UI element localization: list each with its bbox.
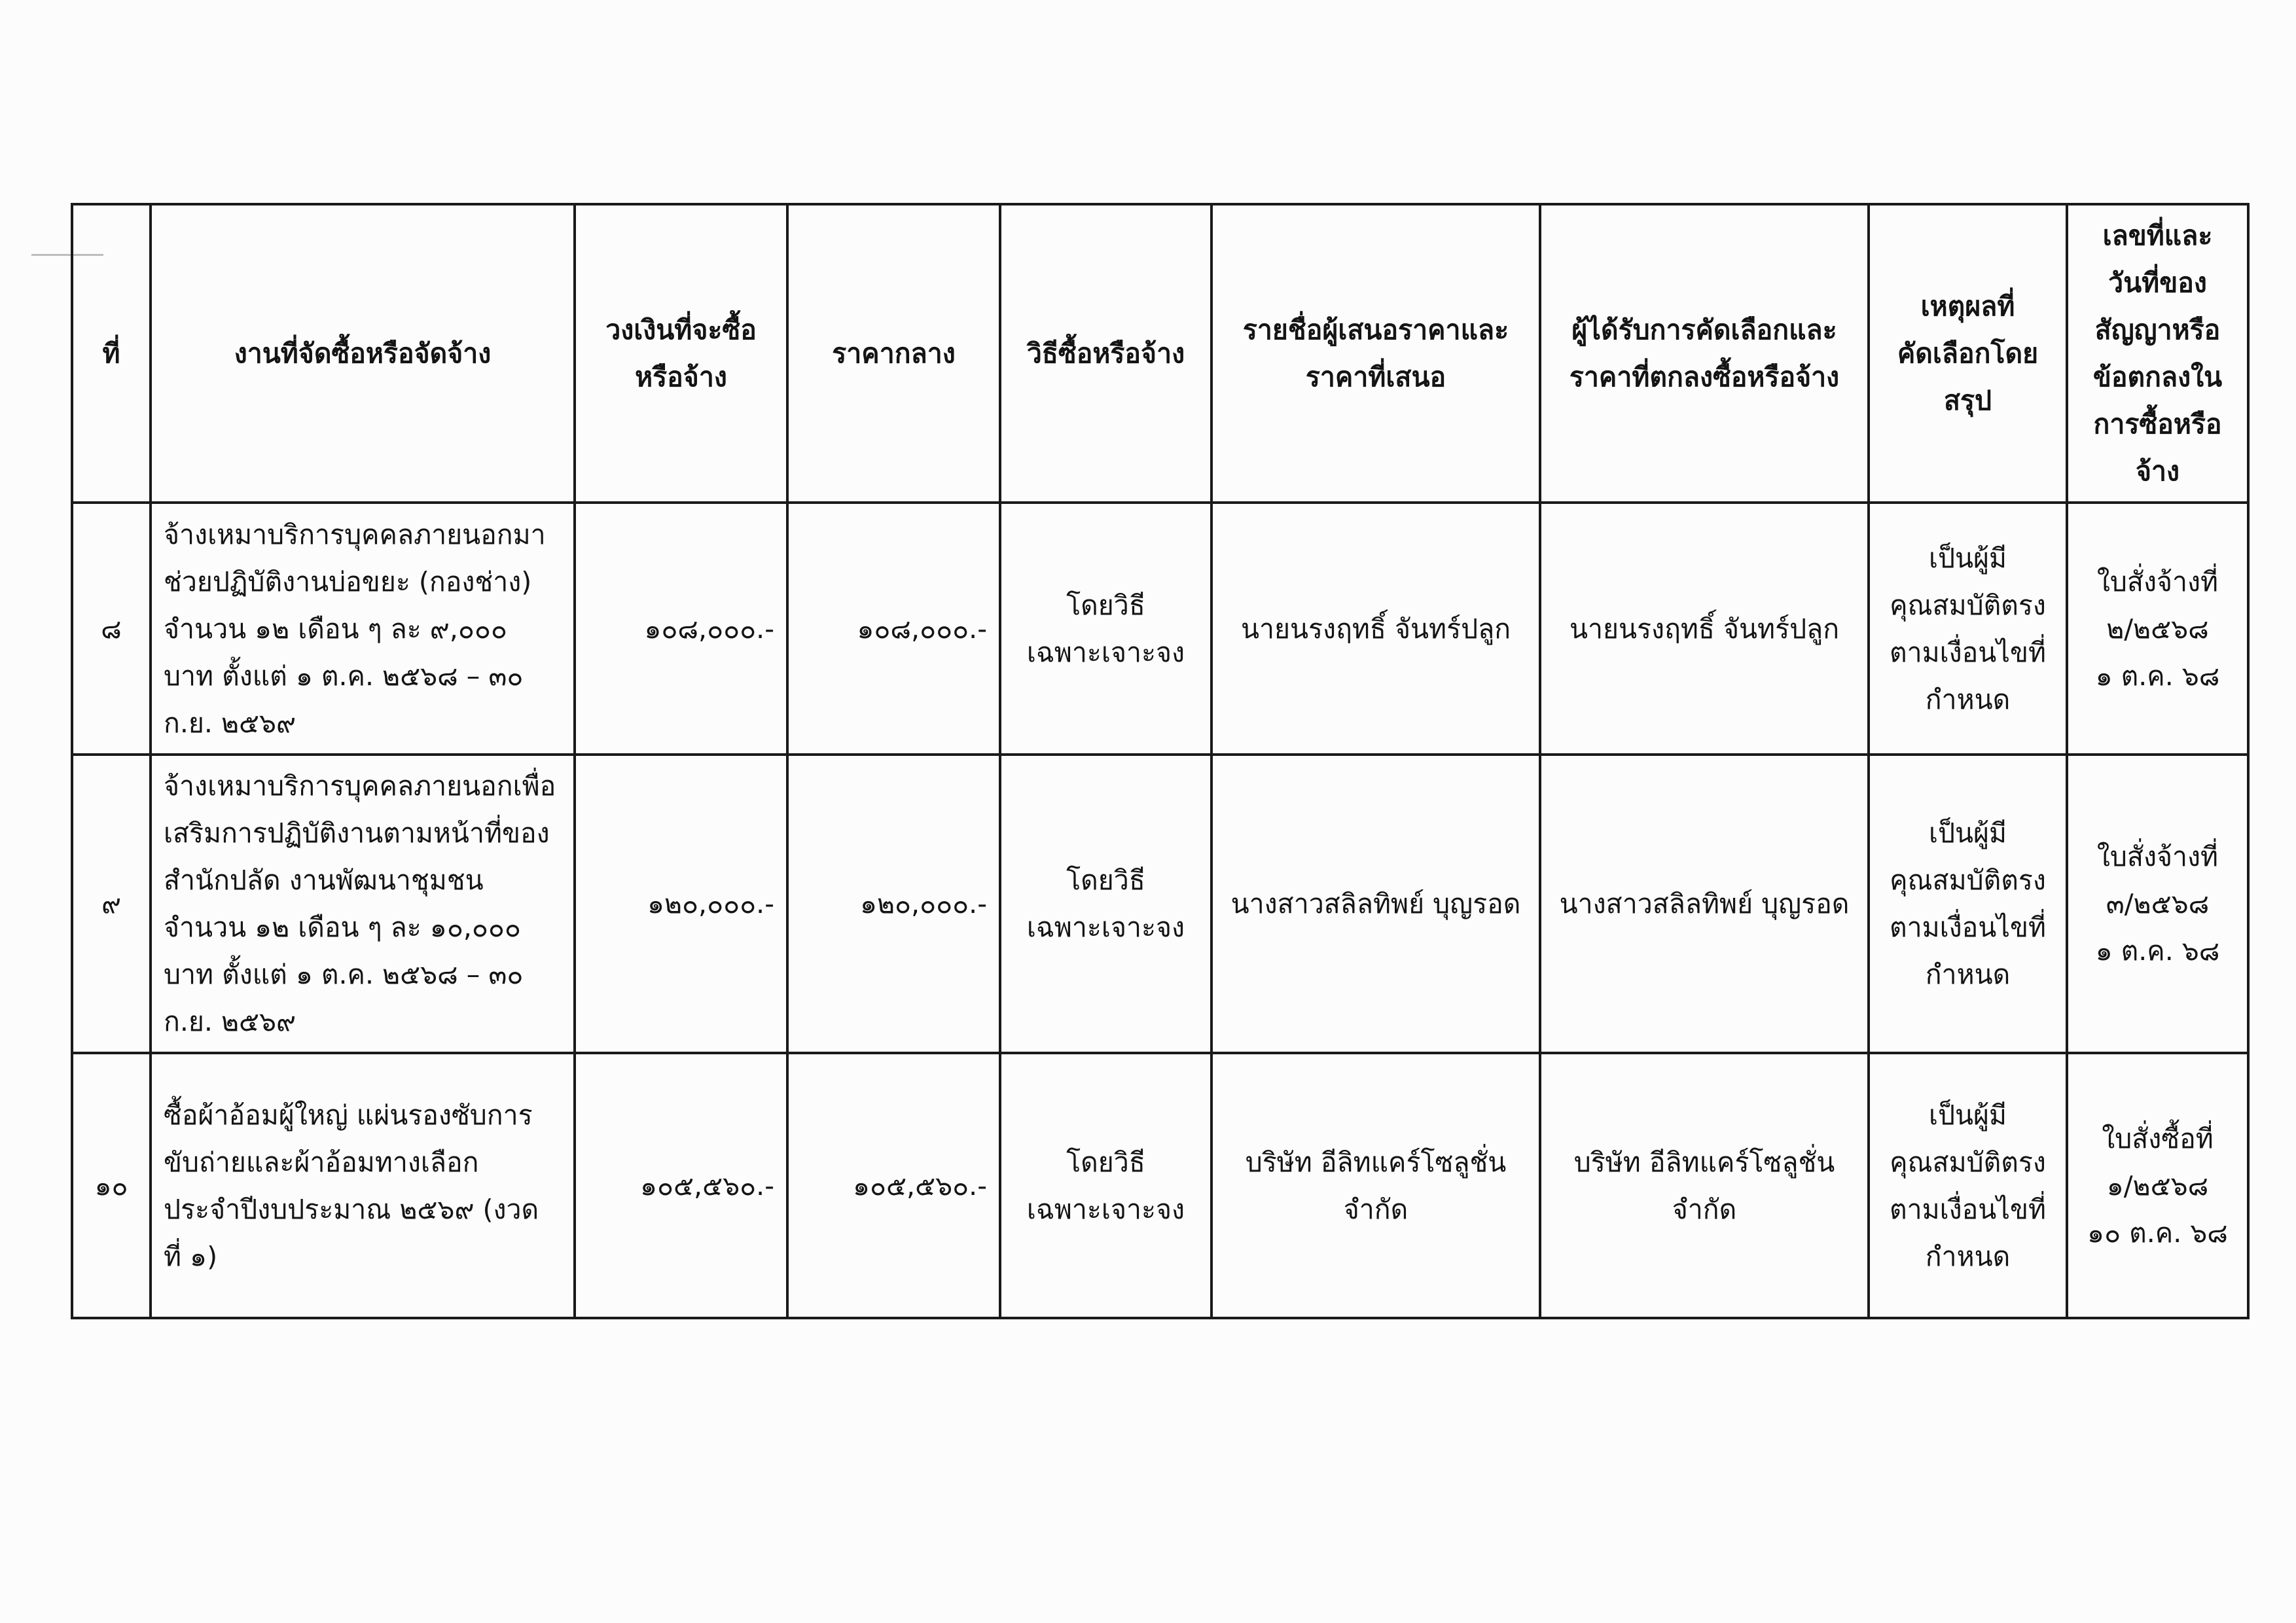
procurement-table	[71, 203, 2250, 1319]
table-row	[72, 755, 2248, 1053]
cell-reason: เป็นผู้มี คุณสมบัติตรง ตามเงื่อนไขที่ กำหนด	[1869, 755, 2067, 1053]
cell-budget: ๑๒๐,๐๐๐.-	[575, 755, 787, 1053]
cell-budget: ๑๐๕,๕๖๐.-	[575, 1053, 787, 1318]
cell-task: จ้างเหมาบริการบุคคลภายนอกเพื่อ เสริมการปฏิบัติงานตามหน้าที่ของ สำนักปลัด งานพัฒนาชุมชน จำนวน ๑๒ เดือน ๆ ละ ๑๐,๐๐๐ บาท ตั้งแต่ ๑ ต.ค. ๒๕๖๘ – ๓๐ ก.ย. ๒๕๖๙	[151, 755, 575, 1053]
header-row	[72, 204, 2248, 503]
cell-no: ๙	[72, 755, 151, 1053]
cell-no: ๑๐	[72, 1053, 151, 1318]
cell-method: โดยวิธี เฉพาะเจาะจง	[1000, 1053, 1211, 1318]
cell-median-price: ๑๒๐,๐๐๐.-	[787, 755, 1000, 1053]
cell-method: โดยวิธี เฉพาะเจาะจง	[1000, 503, 1211, 755]
cell-winner: นางสาวสลิลทิพย์ บุญรอด	[1540, 755, 1869, 1053]
cell-winner: บริษัท อีลิทแคร์โซลูชั่น จำกัด	[1540, 1053, 1869, 1318]
cell-budget: ๑๐๘,๐๐๐.-	[575, 503, 787, 755]
cell-method: โดยวิธี เฉพาะเจาะจง	[1000, 755, 1211, 1053]
header-budget: วงเงินที่จะซื้อ หรือจ้าง	[575, 204, 787, 503]
header-contract: เลขที่และ วันที่ของ สัญญาหรือ ข้อตกลงใน การซื้อหรือ จ้าง	[2067, 204, 2248, 503]
cell-task: จ้างเหมาบริการบุคคลภายนอกมา ช่วยปฏิบัติงานบ่อขยะ (กองช่าง) จำนวน ๑๒ เดือน ๆ ละ ๙,๐๐๐ บาท ตั้งแต่ ๑ ต.ค. ๒๕๖๘ – ๓๐ ก.ย. ๒๕๖๙	[151, 503, 575, 755]
table-row	[72, 1053, 2248, 1318]
table-row	[72, 503, 2248, 755]
header-winner: ผู้ได้รับการคัดเลือกและ ราคาที่ตกลงซื้อหรือจ้าง	[1540, 204, 1869, 503]
header-bidders: รายชื่อผู้เสนอราคาและ ราคาที่เสนอ	[1211, 204, 1540, 503]
cell-contract: ใบสั่งจ้างที่ ๓/๒๕๖๘ ๑ ต.ค. ๖๘	[2067, 755, 2248, 1053]
header-median-price: ราคากลาง	[787, 204, 1000, 503]
cell-bidder: นายนรงฤทธิ์ จันทร์ปลูก	[1211, 503, 1540, 755]
cell-reason: เป็นผู้มี คุณสมบัติตรง ตามเงื่อนไขที่ กำหนด	[1869, 1053, 2067, 1318]
cell-contract: ใบสั่งซื้อที่ ๑/๒๕๖๘ ๑๐ ต.ค. ๖๘	[2067, 1053, 2248, 1318]
cell-contract: ใบสั่งจ้างที่ ๒/๒๕๖๘ ๑ ต.ค. ๖๘	[2067, 503, 2248, 755]
cell-bidder: นางสาวสลิลทิพย์ บุญรอด	[1211, 755, 1540, 1053]
cell-task: ซื้อผ้าอ้อมผู้ใหญ่ แผ่นรองซับการ ขับถ่ายและผ้าอ้อมทางเลือก ประจำปีงบประมาณ ๒๕๖๙ (งวด ที่ ๑)	[151, 1053, 575, 1318]
cell-bidder: บริษัท อีลิทแคร์โซลูชั่น จำกัด	[1211, 1053, 1540, 1318]
header-reason: เหตุผลที่ คัดเลือกโดย สรุป	[1869, 204, 2067, 503]
header-method: วิธีซื้อหรือจ้าง	[1000, 204, 1211, 503]
header-task: งานที่จัดซื้อหรือจัดจ้าง	[151, 204, 575, 503]
cell-no: ๘	[72, 503, 151, 755]
cell-median-price: ๑๐๘,๐๐๐.-	[787, 503, 1000, 755]
cell-winner: นายนรงฤทธิ์ จันทร์ปลูก	[1540, 503, 1869, 755]
header-no: ที่	[72, 204, 151, 503]
cell-reason: เป็นผู้มี คุณสมบัติตรง ตามเงื่อนไขที่ กำหนด	[1869, 503, 2067, 755]
cell-median-price: ๑๐๕,๕๖๐.-	[787, 1053, 1000, 1318]
